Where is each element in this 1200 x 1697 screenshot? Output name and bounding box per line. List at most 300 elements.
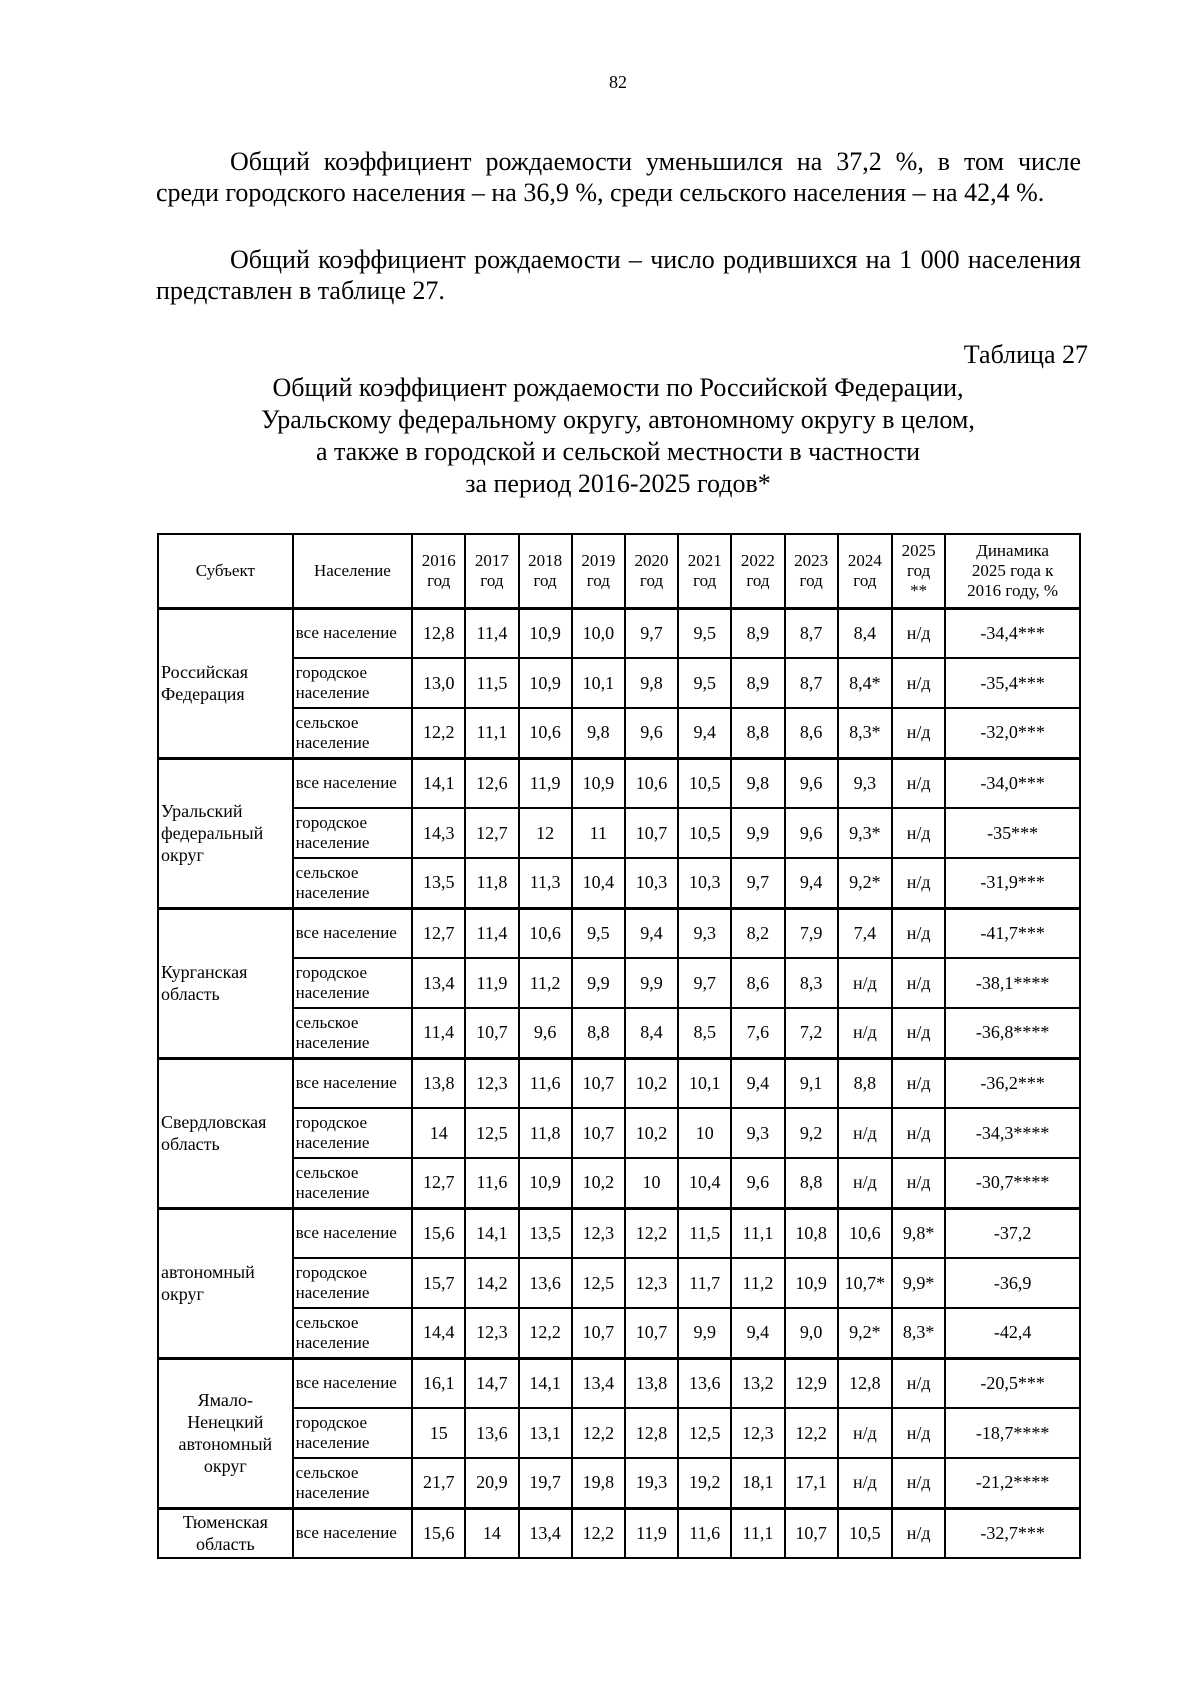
table-row — [158, 1308, 1080, 1358]
header-year — [465, 534, 518, 608]
value-cell: 12 — [519, 808, 572, 858]
table-row — [158, 658, 1080, 708]
value-cell: 13,6 — [465, 1408, 518, 1458]
value-cell: 8,8 — [572, 1008, 625, 1058]
value-cell: 12,2 — [572, 1408, 625, 1458]
subject-cell: Тюменская область — [158, 1508, 293, 1558]
value-cell: 11,9 — [625, 1508, 678, 1558]
value-cell: 10,1 — [678, 1058, 731, 1108]
table-title-line: за период 2016-2025 годов* — [465, 469, 771, 498]
value-cell: 11,4 — [465, 908, 518, 958]
value-cell: 14,1 — [465, 1208, 518, 1258]
value-cell: 11,7 — [678, 1258, 731, 1308]
dynamics-cell: -34,0*** — [945, 758, 1080, 808]
value-cell: 12,3 — [625, 1258, 678, 1308]
header-dynamics — [945, 534, 1080, 608]
value-cell: 13,5 — [519, 1208, 572, 1258]
table-row — [158, 1108, 1080, 1158]
value-cell: 13,6 — [519, 1258, 572, 1308]
population-cell: сельское население — [293, 1158, 412, 1208]
dynamics-cell: -34,3**** — [945, 1108, 1080, 1158]
value-cell: 12,7 — [412, 1158, 465, 1208]
dynamics-cell: -42,4 — [945, 1308, 1080, 1358]
value-cell: 11,2 — [519, 958, 572, 1008]
population-cell: все население — [293, 1358, 412, 1408]
header-year — [731, 534, 784, 608]
table-row — [158, 1208, 1080, 1258]
table-row — [158, 708, 1080, 758]
header-year-value: 2019 — [581, 550, 616, 570]
value-cell: 9,2* — [838, 858, 892, 908]
value-cell: н/д — [892, 958, 945, 1008]
subject-cell: Российская Федерация — [158, 608, 293, 758]
value-cell: 10,3 — [678, 858, 731, 908]
value-cell: 10,7 — [572, 1108, 625, 1158]
value-cell: 7,2 — [785, 1008, 838, 1058]
subject-cell: Ямало-Ненецкий автономный округ — [158, 1358, 293, 1508]
population-cell: городское население — [293, 1108, 412, 1158]
value-cell: 19,2 — [678, 1458, 731, 1508]
value-cell: 13,4 — [412, 958, 465, 1008]
table-row — [158, 1408, 1080, 1458]
value-cell: н/д — [892, 708, 945, 758]
value-cell: 11,4 — [412, 1008, 465, 1058]
population-cell: все население — [293, 608, 412, 658]
header-dynamics-line: Динамика — [976, 540, 1049, 560]
header-year — [785, 534, 838, 608]
population-cell: все население — [293, 758, 412, 808]
value-cell: 9,8 — [572, 708, 625, 758]
table-title — [150, 372, 1086, 500]
value-cell: 8,8 — [785, 1158, 838, 1208]
value-cell: н/д — [838, 1158, 892, 1208]
value-cell: 10,9 — [519, 608, 572, 658]
subject-cell: Курганская область — [158, 908, 293, 1058]
header-year-value: 2017 — [474, 550, 509, 570]
value-cell: 8,3* — [838, 708, 892, 758]
value-cell: 10,4 — [572, 858, 625, 908]
value-cell: 10,2 — [572, 1158, 625, 1208]
value-cell: н/д — [892, 1408, 945, 1458]
table-row — [158, 1158, 1080, 1208]
value-cell: 10,9 — [519, 658, 572, 708]
dynamics-cell: -20,5*** — [945, 1358, 1080, 1408]
value-cell: 13,5 — [412, 858, 465, 908]
dynamics-cell: -35,4*** — [945, 658, 1080, 708]
value-cell: 10 — [625, 1158, 678, 1208]
value-cell: н/д — [892, 1458, 945, 1508]
value-cell: 10,7 — [625, 1308, 678, 1358]
header-year-word: год — [639, 570, 664, 590]
value-cell: 14,1 — [412, 758, 465, 808]
value-cell: 12,2 — [412, 708, 465, 758]
value-cell: 17,1 — [785, 1458, 838, 1508]
header-year-word: год — [799, 570, 823, 590]
table-row — [158, 1458, 1080, 1508]
value-cell: 12,2 — [572, 1508, 625, 1558]
value-cell: 10,7 — [465, 1008, 518, 1058]
dynamics-cell: -32,7*** — [945, 1508, 1080, 1558]
value-cell: 11,6 — [678, 1508, 731, 1558]
population-cell: сельское население — [293, 858, 412, 908]
value-cell: 10,8 — [785, 1208, 838, 1258]
value-cell: 9,6 — [625, 708, 678, 758]
value-cell: 8,7 — [785, 658, 838, 708]
value-cell: н/д — [838, 1408, 892, 1458]
header-year-word: год — [586, 570, 610, 590]
value-cell: 8,9 — [731, 658, 784, 708]
value-cell: 12,9 — [785, 1358, 838, 1408]
dynamics-cell: -34,4*** — [945, 608, 1080, 658]
table-label: Таблица 27 — [963, 340, 1088, 369]
header-year-word: год — [853, 570, 877, 590]
header-year-word: год — [746, 570, 770, 590]
dynamics-cell: -36,9 — [945, 1258, 1080, 1308]
population-cell: сельское население — [293, 1458, 412, 1508]
value-cell: 9,8* — [892, 1208, 945, 1258]
header-year-value: 2016 — [421, 550, 456, 570]
subject-cell: Уральский федеральный округ — [158, 758, 293, 908]
value-cell: 8,3 — [785, 958, 838, 1008]
value-cell: н/д — [892, 608, 945, 658]
value-cell: 15,6 — [412, 1508, 465, 1558]
value-cell: 14,2 — [465, 1258, 518, 1308]
population-cell: городское население — [293, 808, 412, 858]
dynamics-cell: -18,7**** — [945, 1408, 1080, 1458]
value-cell: 8,4* — [838, 658, 892, 708]
value-cell: 9,1 — [785, 1058, 838, 1108]
table-title-line: Уральскому федеральному округу, автономному округу в целом, — [261, 405, 975, 434]
value-cell: 9,9 — [731, 808, 784, 858]
value-cell: 12,3 — [572, 1208, 625, 1258]
value-cell: 12,5 — [678, 1408, 731, 1458]
table-row — [158, 1008, 1080, 1058]
value-cell: 9,9 — [625, 958, 678, 1008]
population-cell: сельское население — [293, 708, 412, 758]
value-cell: 14,1 — [519, 1358, 572, 1408]
header-year-note: ** — [910, 580, 928, 600]
value-cell: 10,7 — [785, 1508, 838, 1558]
value-cell: 12,5 — [465, 1108, 518, 1158]
value-cell: 12,2 — [785, 1408, 838, 1458]
value-cell: 9,9 — [678, 1308, 731, 1358]
value-cell: 9,6 — [731, 1158, 784, 1208]
value-cell: 9,4 — [625, 908, 678, 958]
paragraph-birth-rate-decrease: Общий коэффициент рождаемости уменьшился на 37,2 %, в том числе среди городского населения – на 36,9 %, среди сельского населения – на 42,4 %. — [156, 147, 1081, 207]
value-cell: 7,4 — [838, 908, 892, 958]
value-cell: 12,3 — [465, 1308, 518, 1358]
value-cell: 12,8 — [838, 1358, 892, 1408]
value-cell: 9,4 — [731, 1058, 784, 1108]
value-cell: 14,3 — [412, 808, 465, 858]
header-year — [572, 534, 625, 608]
value-cell: н/д — [892, 758, 945, 808]
value-cell: 10,7 — [572, 1058, 625, 1108]
value-cell: 9,4 — [731, 1308, 784, 1358]
table-row — [158, 958, 1080, 1008]
value-cell: 11,5 — [465, 658, 518, 708]
value-cell: 10,6 — [519, 708, 572, 758]
value-cell: 13,1 — [519, 1408, 572, 1458]
value-cell: 8,7 — [785, 608, 838, 658]
value-cell: 13,8 — [625, 1358, 678, 1408]
value-cell: 13,6 — [678, 1358, 731, 1408]
value-cell: н/д — [892, 858, 945, 908]
value-cell: 11,1 — [731, 1208, 784, 1258]
dynamics-cell: -30,7**** — [945, 1158, 1080, 1208]
header-year — [412, 534, 465, 608]
value-cell: 10,5 — [678, 808, 731, 858]
value-cell: н/д — [838, 1108, 892, 1158]
header-year — [892, 534, 945, 608]
value-cell: 14,4 — [412, 1308, 465, 1358]
population-cell: городское население — [293, 658, 412, 708]
subject-cell: автономный округ — [158, 1208, 293, 1358]
value-cell: н/д — [892, 1008, 945, 1058]
header-year-value: 2023 — [794, 550, 829, 570]
value-cell: 8,4 — [625, 1008, 678, 1058]
value-cell: 8,3* — [892, 1308, 945, 1358]
value-cell: 10,0 — [572, 608, 625, 658]
value-cell: 19,3 — [625, 1458, 678, 1508]
value-cell: 11,4 — [465, 608, 518, 658]
value-cell: 8,8 — [838, 1058, 892, 1108]
value-cell: 9,0 — [785, 1308, 838, 1358]
table-row — [158, 1358, 1080, 1408]
value-cell: н/д — [892, 1158, 945, 1208]
value-cell: 9,6 — [785, 758, 838, 808]
value-cell: 20,9 — [465, 1458, 518, 1508]
value-cell: н/д — [838, 1458, 892, 1508]
header-year — [519, 534, 572, 608]
header-year-word: год — [533, 570, 557, 590]
value-cell: 11,2 — [731, 1258, 784, 1308]
value-cell: 9,2* — [838, 1308, 892, 1358]
dynamics-cell: -38,1**** — [945, 958, 1080, 1008]
header-year-word: год — [907, 560, 931, 580]
table-row — [158, 608, 1080, 658]
value-cell: 19,8 — [572, 1458, 625, 1508]
value-cell: 9,7 — [678, 958, 731, 1008]
value-cell: н/д — [892, 1358, 945, 1408]
value-cell: 7,9 — [785, 908, 838, 958]
value-cell: 12,7 — [412, 908, 465, 958]
value-cell: 11,9 — [519, 758, 572, 808]
dynamics-cell: -37,2 — [945, 1208, 1080, 1258]
value-cell: 9,3* — [838, 808, 892, 858]
value-cell: 13,4 — [572, 1358, 625, 1408]
value-cell: 11,5 — [678, 1208, 731, 1258]
table-title-line: Общий коэффициент рождаемости по Российской Федерации, — [272, 373, 964, 402]
table-row — [158, 908, 1080, 958]
dynamics-cell: -32,0*** — [945, 708, 1080, 758]
table-row — [158, 858, 1080, 908]
value-cell: 11,6 — [465, 1158, 518, 1208]
value-cell: 10,6 — [838, 1208, 892, 1258]
population-cell: городское население — [293, 1408, 412, 1458]
header-subject: Субъект — [158, 534, 293, 608]
value-cell: 10 — [678, 1108, 731, 1158]
value-cell: 12,3 — [465, 1058, 518, 1108]
value-cell: 14,7 — [465, 1358, 518, 1408]
value-cell: 21,7 — [412, 1458, 465, 1508]
value-cell: 15,7 — [412, 1258, 465, 1308]
value-cell: н/д — [892, 808, 945, 858]
value-cell: 9,4 — [785, 858, 838, 908]
dynamics-cell: -36,8**** — [945, 1008, 1080, 1058]
value-cell: 10,5 — [678, 758, 731, 808]
population-cell: все население — [293, 908, 412, 958]
table-title-line: а также в городской и сельской местности в частности — [315, 437, 921, 466]
dynamics-cell: -36,2*** — [945, 1058, 1080, 1108]
value-cell: 9,7 — [731, 858, 784, 908]
value-cell: 10,1 — [572, 658, 625, 708]
value-cell: 15,6 — [412, 1208, 465, 1258]
value-cell: 11,8 — [519, 1108, 572, 1158]
value-cell: 14 — [412, 1108, 465, 1158]
birth-rate-table — [157, 533, 1081, 1559]
population-cell: все население — [293, 1058, 412, 1108]
value-cell: 9,5 — [678, 608, 731, 658]
subject-cell: Свердловская область — [158, 1058, 293, 1208]
header-year-value: 2021 — [687, 550, 722, 570]
value-cell: 12,5 — [572, 1258, 625, 1308]
header-year — [625, 534, 678, 608]
value-cell: 12,7 — [465, 808, 518, 858]
value-cell: 9,4 — [678, 708, 731, 758]
header-year-word: год — [427, 570, 451, 590]
value-cell: 9,6 — [785, 808, 838, 858]
value-cell: 13,8 — [412, 1058, 465, 1108]
population-cell: сельское население — [293, 1308, 412, 1358]
value-cell: 14 — [465, 1508, 518, 1558]
value-cell: н/д — [892, 1108, 945, 1158]
value-cell: 16,1 — [412, 1358, 465, 1408]
paragraph-table-reference: Общий коэффициент рождаемости – число родившихся на 1 000 населения представлен в таблице 27. — [156, 245, 1081, 305]
value-cell: 9,6 — [519, 1008, 572, 1058]
value-cell: н/д — [892, 908, 945, 958]
dynamics-cell: -21,2**** — [945, 1458, 1080, 1508]
value-cell: н/д — [892, 1058, 945, 1108]
header-population: Население — [293, 534, 412, 608]
value-cell: 9,2 — [785, 1108, 838, 1158]
table-row — [158, 758, 1080, 808]
value-cell: 19,7 — [519, 1458, 572, 1508]
value-cell: 11 — [572, 808, 625, 858]
header-dynamics-line: 2016 году, % — [967, 580, 1059, 600]
header-year-word: год — [693, 570, 717, 590]
population-cell: городское население — [293, 1258, 412, 1308]
value-cell: 11,3 — [519, 858, 572, 908]
value-cell: 10,9 — [572, 758, 625, 808]
header-year-value: 2022 — [740, 550, 775, 570]
value-cell: 10,2 — [625, 1058, 678, 1108]
dynamics-cell: -41,7*** — [945, 908, 1080, 958]
value-cell: 11,6 — [519, 1058, 572, 1108]
value-cell: 8,5 — [678, 1008, 731, 1058]
value-cell: 8,6 — [785, 708, 838, 758]
value-cell: 12,3 — [731, 1408, 784, 1458]
header-year — [678, 534, 731, 608]
value-cell: 9,3 — [731, 1108, 784, 1158]
table-row — [158, 1508, 1080, 1558]
value-cell: 11,9 — [465, 958, 518, 1008]
value-cell: 10,6 — [625, 758, 678, 808]
value-cell: 9,5 — [572, 908, 625, 958]
value-cell: 9,7 — [625, 608, 678, 658]
value-cell: 12,8 — [625, 1408, 678, 1458]
dynamics-cell: -31,9*** — [945, 858, 1080, 908]
value-cell: 11,8 — [465, 858, 518, 908]
value-cell: 8,2 — [731, 908, 784, 958]
value-cell: 10,7* — [838, 1258, 892, 1308]
value-cell: 9,8 — [625, 658, 678, 708]
value-cell: 9,3 — [838, 758, 892, 808]
value-cell: 12,2 — [625, 1208, 678, 1258]
value-cell: 8,6 — [731, 958, 784, 1008]
value-cell: 10,7 — [572, 1308, 625, 1358]
value-cell: 9,9 — [572, 958, 625, 1008]
population-cell: все население — [293, 1208, 412, 1258]
population-cell: городское население — [293, 958, 412, 1008]
header-year — [838, 534, 892, 608]
value-cell: 9,5 — [678, 658, 731, 708]
value-cell: 11,1 — [465, 708, 518, 758]
value-cell: 18,1 — [731, 1458, 784, 1508]
value-cell: 13,4 — [519, 1508, 572, 1558]
value-cell: 7,6 — [731, 1008, 784, 1058]
table-row — [158, 1058, 1080, 1108]
table-row — [158, 1258, 1080, 1308]
value-cell: 9,3 — [678, 908, 731, 958]
value-cell: 9,8 — [731, 758, 784, 808]
value-cell: 12,6 — [465, 758, 518, 808]
dynamics-cell: -35*** — [945, 808, 1080, 858]
value-cell: н/д — [892, 658, 945, 708]
value-cell: 10,3 — [625, 858, 678, 908]
value-cell: н/д — [838, 958, 892, 1008]
value-cell: 15 — [412, 1408, 465, 1458]
value-cell: 12,2 — [519, 1308, 572, 1358]
value-cell: 12,8 — [412, 608, 465, 658]
header-year-value: 2025 — [901, 540, 936, 560]
header-year-word: год — [480, 570, 504, 590]
value-cell: н/д — [892, 1508, 945, 1558]
value-cell: 10,5 — [838, 1508, 892, 1558]
header-dynamics-line: 2025 года к — [971, 560, 1054, 580]
page-number: 82 — [609, 72, 627, 92]
value-cell: н/д — [838, 1008, 892, 1058]
value-cell: 11,1 — [731, 1508, 784, 1558]
value-cell: 10,7 — [625, 808, 678, 858]
value-cell: 8,8 — [731, 708, 784, 758]
population-cell: сельское население — [293, 1008, 412, 1058]
table-row — [158, 808, 1080, 858]
value-cell: 8,4 — [838, 608, 892, 658]
population-cell: все население — [293, 1508, 412, 1558]
value-cell: 10,9 — [785, 1258, 838, 1308]
value-cell: 9,9* — [892, 1258, 945, 1308]
header-year-value: 2018 — [528, 550, 563, 570]
value-cell: 8,9 — [731, 608, 784, 658]
value-cell: 10,9 — [519, 1158, 572, 1208]
value-cell: 13,2 — [731, 1358, 784, 1408]
header-year-value: 2020 — [634, 550, 669, 570]
value-cell: 10,2 — [625, 1108, 678, 1158]
value-cell: 13,0 — [412, 658, 465, 708]
value-cell: 10,6 — [519, 908, 572, 958]
header-year-value: 2024 — [847, 550, 882, 570]
